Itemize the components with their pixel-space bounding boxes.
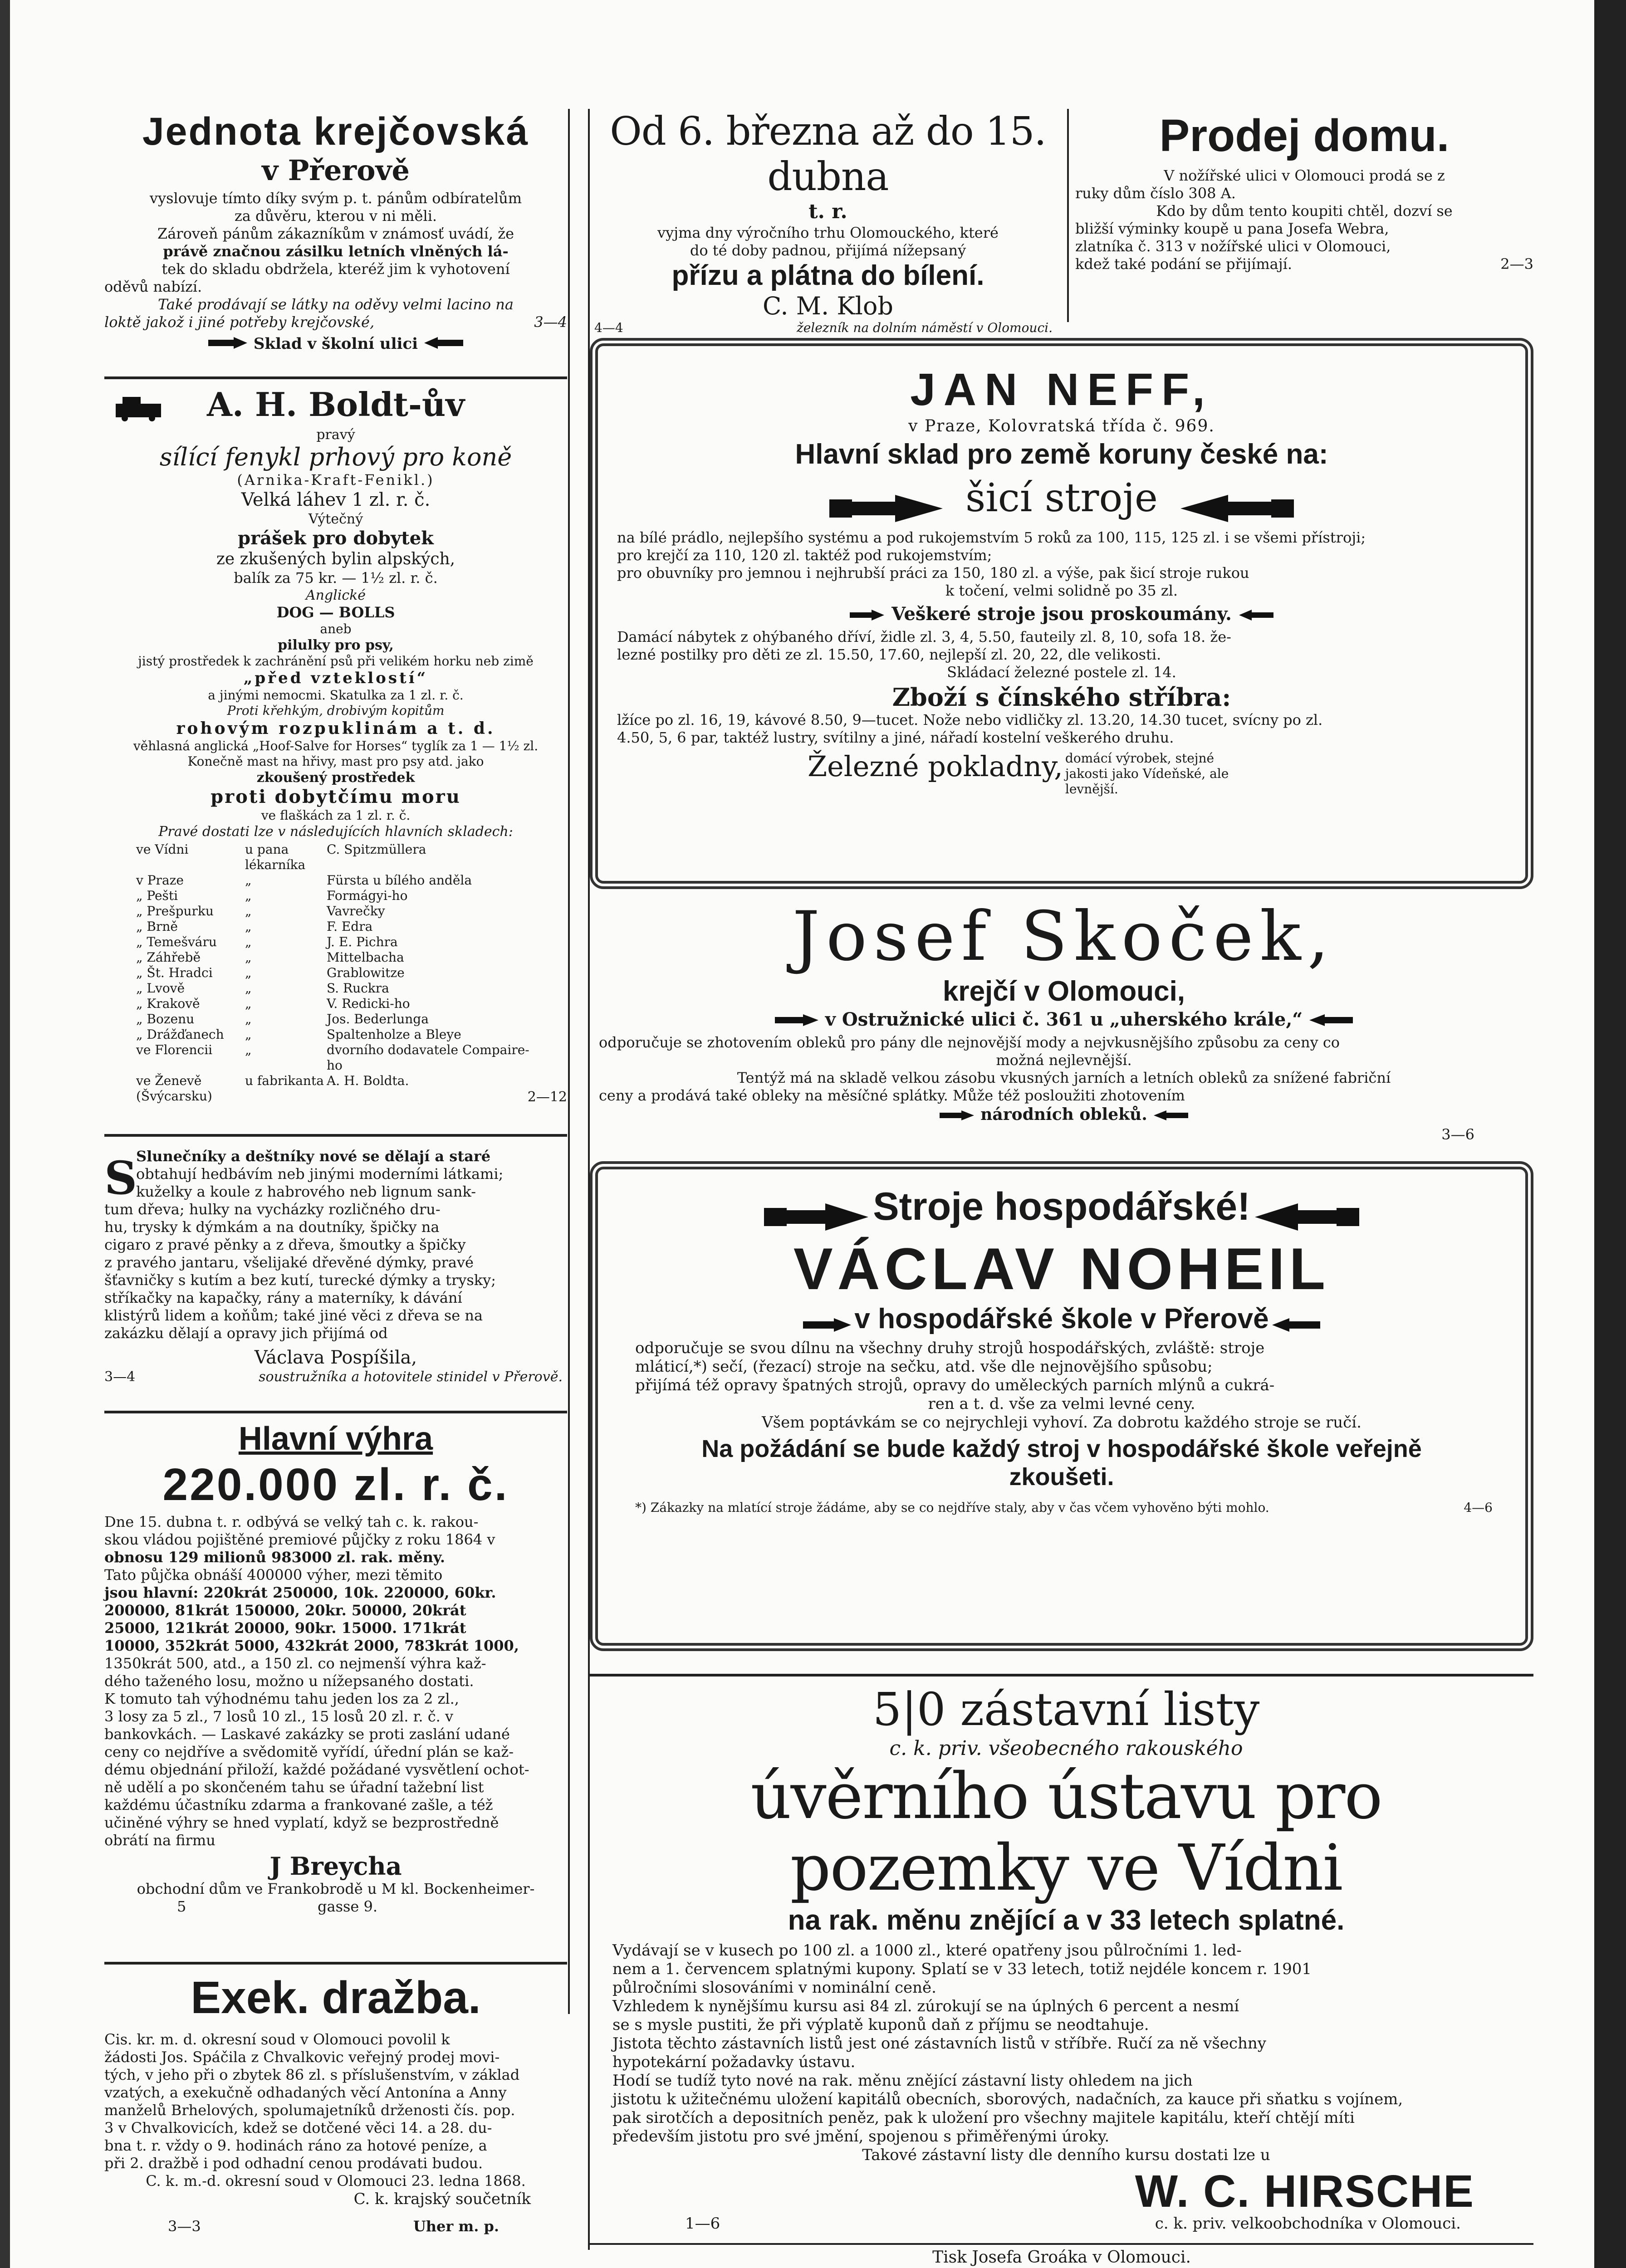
place-merchant: Vavrečky xyxy=(327,904,385,919)
place-city: ve Florencii xyxy=(136,1042,213,1057)
boldt-line: proti dobytčímu moru xyxy=(211,786,461,807)
pointing-hand-right-icon xyxy=(939,1106,975,1126)
od6-ad xyxy=(590,109,1066,335)
vyhra-address-2: gasse 9. xyxy=(318,1898,378,1915)
neff-furniture-line: Skládací železné postele zl. 14. xyxy=(947,663,1176,681)
place-city: „ Št. Hradci xyxy=(136,965,213,980)
place-prefix: „ xyxy=(245,904,252,919)
skocek-ad xyxy=(599,898,1529,1170)
place-row xyxy=(136,950,567,965)
place-merchant: Fürsta u bílého anděla xyxy=(327,873,472,888)
boldt-line: pilulky pro psy, xyxy=(278,637,394,653)
slunecniky-line: Slunečníky a deštníky nové se dělají a staré xyxy=(136,1148,491,1165)
neff-product: šicí stroje xyxy=(965,475,1158,521)
prodej-line: V nožířské ulici v Olomouci prodá se z xyxy=(1164,167,1445,184)
jednota-footer: Sklad v školní ulici xyxy=(253,335,418,353)
vyhra-line: jsou hlavní: 220krát 250000, 10k. 220000, 60kr. xyxy=(104,1584,496,1601)
place-city: v Praze xyxy=(136,873,184,888)
vyhra-line: Dne 15. dubna t. r. odbývá se velký tah c. k. rakou- xyxy=(104,1513,479,1530)
place-merchant: C. Spitzmüllera xyxy=(327,842,426,857)
exek-title: Exek. dražba. xyxy=(191,1972,481,2023)
jednota-line: Zároveň pánům zákazníkům v známosť uvádí, že xyxy=(157,225,514,242)
slunecniky-line: klistýrů lidem a koňům; také jiné věci z dřeva se na xyxy=(104,1307,483,1324)
vyhra-line: obnosu 129 milionů 983000 zl. rak. měny. xyxy=(104,1549,445,1566)
place-row xyxy=(136,919,567,934)
place-prefix: „ xyxy=(245,996,252,1011)
vyhra-title: Hlavní výhra xyxy=(238,1421,433,1457)
neff-safe: Železné pokladny, xyxy=(808,749,1063,783)
slunecniky-ad xyxy=(104,1148,567,1411)
jednota-line: tek do skladu obdržela, kteréž jim k vyhotovení xyxy=(162,260,510,278)
exek-line: žádosti Jos. Spáčila z Chvalkovic veřejný prodej movi- xyxy=(104,2048,500,2066)
jednota-subtitle: v Přerově xyxy=(262,154,410,187)
nohel-heading: Stroje hospodářské! xyxy=(873,1185,1250,1228)
jednota-line: za důvěru, kterou v ni měli. xyxy=(234,207,437,225)
exek-line: tých, v jeho při o zbytek 86 zl. s příslušenstvím, v základ xyxy=(104,2066,520,2083)
vyhra-line: učiněné výhry se hned vyplatí, když se bezprostředně xyxy=(104,1814,499,1831)
place-merchant: Mittelbacha xyxy=(327,950,404,965)
boldt-line: prášek pro dobytek xyxy=(238,528,434,549)
place-prefix: „ xyxy=(245,1027,252,1042)
place-city: „ Brně xyxy=(136,919,178,934)
place-row xyxy=(136,842,567,873)
vyhra-line: 1350krát 500, atd., a 150 zl. co nejmenší výhra kaž- xyxy=(104,1655,486,1672)
skocek-subtitle: krejčí v Olomouci, xyxy=(942,976,1185,1007)
slunecniky-line: tum dřeva; hulky na vycházky rozličného dru- xyxy=(104,1201,441,1218)
place-city: „ Záhřebě xyxy=(136,950,201,965)
place-row xyxy=(136,996,567,1012)
boldt-line: a jinými nemocmi. Skatulka za 1 zl. r. č. xyxy=(208,688,464,703)
place-prefix: „ xyxy=(245,919,252,934)
place-prefix: „ xyxy=(245,965,252,980)
slunecniky-name: Václava Pospíšila, xyxy=(254,1347,417,1368)
zastavni-heading-2: na rak. měnu znějící a v 33 letech splatné. xyxy=(788,1905,1345,1936)
place-merchant: Jos. Bederlunga xyxy=(327,1012,429,1026)
nohel-big: Na požádání se bude každý stroj v hospodářské škole veřejně xyxy=(701,1435,1422,1462)
prodej-number: 2—3 xyxy=(1500,255,1533,273)
prodej-title: Prodej domu. xyxy=(1159,110,1450,161)
place-prefix: „ xyxy=(245,1042,252,1057)
exek-judge: C. k. krajský součetník xyxy=(353,2190,531,2208)
vyhra-line: ně udělí a po skončeném tahu se úřadní tažební list xyxy=(104,1779,484,1796)
exek-signature: Uher m. p. xyxy=(413,2218,499,2235)
vyhra-line: 10000, 352krát 5000, 432krát 2000, 783krát 1000, xyxy=(104,1637,519,1654)
prodej-line: kdež také podání se přijímají. xyxy=(1075,255,1293,273)
place-prefix: „ xyxy=(245,981,252,996)
zastavni-firm-sub: c. k. priv. velkoobchodníka v Olomouci. xyxy=(1155,2214,1461,2233)
vyhra-line: 200000, 81krát 150000, 20kr. 50000, 20krát xyxy=(104,1602,466,1619)
column-rule-top-right xyxy=(1067,109,1069,322)
place-row xyxy=(136,1073,567,1104)
slunecniky-line: hu, trysky k dýmkám a na doutníky, špičky na xyxy=(104,1218,440,1236)
column-rule-left xyxy=(568,109,570,2014)
exek-number: 3—3 xyxy=(168,2218,201,2235)
skocek-line: ceny a prodává také obleky na měsíčné splátky. Může též posloužiti zhotovením xyxy=(599,1087,1185,1104)
skocek-number: 3—6 xyxy=(1441,1126,1474,1143)
place-city: „ Lvově xyxy=(136,981,185,996)
boldt-places xyxy=(136,842,567,1104)
place-prefix: „ xyxy=(245,950,252,965)
exek-line: bna t. r. vždy o 9. hodinách ráno za hotové peníze, a xyxy=(104,2137,487,2154)
neff-line: pro krejčí za 110, 120 zl. taktéž pod rukojemstvím; xyxy=(617,546,992,564)
neff-silver-line: 4.50, 5, 6 par, taktéž lustry, svítilny a jiné, nářadí kostelní veškerého druhu. xyxy=(617,728,1174,746)
pointing-hand-right-icon xyxy=(827,493,945,526)
neff-checked: Veškeré stroje jsou proskoumány. xyxy=(891,603,1232,625)
divider xyxy=(590,1674,1533,1677)
vyhra-line: každému účastníku zdarma a frankované zašle, a též xyxy=(104,1796,493,1813)
boldt-line: pravý xyxy=(316,427,355,443)
place-row xyxy=(136,1027,567,1042)
boldt-line: zkoušený prostředek xyxy=(256,770,415,786)
neff-address: v Praze, Kolovratská třída č. 969. xyxy=(908,417,1215,435)
place-merchant: J. E. Pichra xyxy=(327,934,398,949)
place-city: ve Ženevě (Švýcarsku) xyxy=(136,1073,212,1104)
boldt-line: věhlasná anglická „Hoof-Salve for Horses“ tyglík za 1 — 1½ zl. xyxy=(133,738,539,753)
boldt-line: sílící fenykl prhový pro koně xyxy=(159,443,512,471)
pointing-hand-right-icon xyxy=(207,336,248,354)
place-row xyxy=(136,873,567,888)
zastavni-line: půlročními slosováními v nominální ceně. xyxy=(612,1979,936,1997)
zastavni-number: 1—6 xyxy=(685,2214,720,2233)
place-city: „ Temešváru xyxy=(136,934,217,949)
nohel-school: v hospodářské škole v Přerově xyxy=(854,1303,1269,1334)
pointing-hand-right-icon xyxy=(762,1201,871,1235)
pointing-hand-left-icon xyxy=(423,336,464,354)
nohel-line: mláticí,*) sečí, (řezací) stroje na sečku, atd. vše dle nejnovějšího spůsobu; xyxy=(635,1357,1213,1376)
zastavni-line: Jistota těchto zástavních listů jest oné zástavních listů v stříbře. Ručí za ně všechny xyxy=(612,2034,1266,2053)
neff-furniture-line: lezné postilky pro děti ze zl. 15.50, 17.60, nejlepší zl. 20, 22, dle velikosti. xyxy=(617,645,1161,663)
slunecniky-line: cigaro z pravé pěnky a z dřeva, šmoutky a špičky xyxy=(104,1236,466,1253)
jednota-number: 3—4 xyxy=(534,313,567,331)
prodej-line: ruky dům číslo 308 A. xyxy=(1075,185,1236,202)
pointing-hand-left-icon xyxy=(1178,493,1296,526)
jednota-ad xyxy=(104,109,567,372)
divider xyxy=(590,2243,1533,2245)
od6-title: Od 6. března až do 15. dubna xyxy=(610,109,1046,200)
place-merchant: Grablowitze xyxy=(327,965,405,980)
jednota-line: Také prodávají se látky na oděvy velmi lacino na xyxy=(158,296,514,313)
place-city: „ Bozenu xyxy=(136,1012,195,1026)
neff-silver-line: lžíce po zl. 16, 19, kávové 8.50, 9—tucet. Nože nebo vidličky zl. 13.20, 14.30 tucet, svícny po zl. xyxy=(617,711,1323,728)
place-prefix: u fabrikanta xyxy=(245,1073,324,1088)
vyhra-line: bankovkách. — Laskavé zakázky se proti zaslání udané xyxy=(104,1725,510,1743)
place-row xyxy=(136,904,567,919)
exek-line: vzatých, a exekučně odhadaných věcí Antonína a Anny xyxy=(104,2084,507,2101)
jednota-title: Jednota krejčovská xyxy=(142,110,529,153)
pointing-hand-left-icon xyxy=(1238,605,1274,626)
vyhra-number: 5 xyxy=(177,1898,186,1915)
vyhra-line: Tato půjčka obnáší 400000 výher, mezi těmito xyxy=(104,1566,443,1584)
nohel-line: Všem poptávkám se co nejrychleji vyhoví. Za dobrotu každého stroje se ručí. xyxy=(762,1413,1362,1432)
slunecniky-line: kuželky a koule z habrového neb lignum sank- xyxy=(136,1183,476,1200)
boldt-line: DOG — BOLLS xyxy=(276,604,395,621)
prodej-line: bližší výminky koupě u pana Josefa Webra, xyxy=(1075,220,1389,237)
zastavni-line: jistotu k užitečnému uložení kapitálů obecních, sborových, nadačních, za kauce při sňatku s vojínem, xyxy=(612,2090,1403,2108)
jednota-line: oděvů nabízí. xyxy=(104,278,202,295)
zastavni-line: Vydávají se v kusech po 100 zl. a 1000 zl., které opatřeny jsou půlročními 1. led- xyxy=(612,1941,1242,1960)
boldt-number: 2—12 xyxy=(527,1089,567,1105)
skocek-line: Tentýž má na skladě velkou zásobu vkusných jarních a letních obleků za snížené fabriční xyxy=(737,1069,1391,1086)
vyhra-address: obchodní dům ve Frankobrodě u M kl. Bockenheimer- xyxy=(137,1880,535,1897)
place-city: ve Vídni xyxy=(136,842,189,857)
boldt-line: balík za 75 kr. — 1½ zl. r. č. xyxy=(234,569,438,587)
vyhra-line: ceny co nejdříve a svědomitě vyřídí, úřední plán se kaž- xyxy=(104,1743,514,1760)
zastavni-line: Hodí se tudíž tyto nové na rak. měnu znějící zástavní listy ohledem na jich xyxy=(612,2072,1193,2090)
place-merchant: F. Edra xyxy=(327,919,373,934)
skocek-address: v Ostružnické ulici č. 361 u „uherského krále,“ xyxy=(825,1009,1303,1030)
nohel-name: VÁCLAV NOHEIL xyxy=(793,1235,1330,1302)
place-city: „ Krakově xyxy=(136,996,200,1011)
place-row xyxy=(136,965,567,981)
od6-signature: železník na dolním náměstí v Olomouci. xyxy=(796,320,1053,335)
jednota-line: loktě jakož i jiné potřeby krejčovské, xyxy=(104,313,375,331)
boldt-line: ze zkušených bylin alpských, xyxy=(216,550,455,568)
place-row xyxy=(136,1012,567,1027)
left-page-edge xyxy=(0,0,10,2268)
prodej-line: Kdo by dům tento koupiti chtěl, dozví se xyxy=(1156,202,1453,220)
boldt-line: Anglické xyxy=(305,587,366,603)
zastavni-firm: W. C. HIRSCHE xyxy=(1135,2166,1474,2217)
nohel-number: 4—6 xyxy=(1464,1500,1493,1515)
boldt-line: Proti křehkým, drobivým kopitům xyxy=(227,703,445,718)
od6-sub: t. r. xyxy=(808,200,847,223)
neff-title: JAN NEFF, xyxy=(910,364,1213,415)
zastavni-sub: c. k. priv. všeobecného rakouského xyxy=(889,1737,1243,1760)
boldt-ad xyxy=(104,386,567,1129)
nohel-line: odporučuje se svou dílnu na všechny druhy strojů hospodářských, zvláště: stroje xyxy=(635,1339,1265,1357)
place-merchant: Spaltenholze a Bleye xyxy=(327,1027,461,1042)
printer-footer: Tisk Josefa Groáka v Olomouci. xyxy=(932,2248,1191,2267)
slunecniky-signature: soustružníka a hotovitele stinidel v Přerově. xyxy=(259,1369,563,1385)
boldt-line: Pravé dostati lze v následujících hlavních skladech: xyxy=(158,824,513,840)
od6-name: C. M. Klob xyxy=(762,292,894,320)
neff-ad xyxy=(617,363,1506,871)
horse-icon xyxy=(113,390,163,424)
skocek-title: Josef Skoček, xyxy=(792,897,1336,976)
divider xyxy=(104,1962,567,1965)
slunecniky-line: šťavničky s kutím a bez kutí, turecké dýmky a trysky; xyxy=(104,1271,496,1289)
place-merchant: A. H. Boldta. xyxy=(327,1073,409,1088)
place-prefix: u pana lékarníka xyxy=(245,842,306,872)
boldt-line: aneb xyxy=(320,621,352,636)
exek-line: 3 v Chvalkovicích, kdež se dotčené věci 14. a 28. du- xyxy=(104,2119,492,2136)
od6-number: 4—4 xyxy=(594,320,623,335)
vyhra-line: 25000, 121krát 20000, 90kr. 15000. 171krát xyxy=(104,1619,466,1637)
zastavni-line: Vzhledem k nynějšímu kursu asi 84 zl. zúrokují se na úplných 6 percent a nesmí xyxy=(612,1997,1239,2015)
nohel-note: *) Zákazky na mlatící stroje žádáme, aby se co nejdříve staly, aby v čas včem vyhověno býti mohlo. xyxy=(635,1500,1269,1515)
exek-line: při 2. dražbě i pod odhadní cenou prodávati budou. xyxy=(104,2155,483,2172)
place-row xyxy=(136,888,567,904)
vyhra-line: dého taženého losu, možno u nížepsaného dostati. xyxy=(104,1672,474,1690)
place-prefix: „ xyxy=(245,934,252,949)
od6-line: do té doby padnou, přijímá nížepsaný xyxy=(690,242,966,259)
boldt-line: „před vzteklostí“ xyxy=(243,669,428,687)
pointing-hand-right-icon xyxy=(802,1317,852,1334)
skocek-national: národních obleků. xyxy=(980,1105,1147,1124)
neff-silver: Zboží s čínského stříbra: xyxy=(892,682,1231,712)
place-city: „ Prešpurku xyxy=(136,904,214,919)
nohel-big-2: zkoušeti. xyxy=(1009,1463,1114,1491)
place-row xyxy=(136,1042,567,1073)
vyhra-line: skou vládou pojištěné premiové půjčky z roku 1864 v xyxy=(104,1531,495,1548)
prodej-ad xyxy=(1075,109,1533,322)
od6-big: přízu a plátna do bílení. xyxy=(671,260,984,291)
slunecniky-line: z pravého jantaru, všelijaké dřevěné dýmky, pravé xyxy=(104,1254,474,1271)
slunecniky-line: obtahují hedbávím neb jinými moderními látkami; xyxy=(136,1165,504,1183)
place-prefix: „ xyxy=(245,873,252,888)
pointing-hand-left-icon xyxy=(1271,1317,1321,1334)
boldt-title: A. H. Boldt-ův xyxy=(206,385,465,424)
place-merchant: Formágyi-ho xyxy=(327,888,408,903)
slunecniky-number: 3—4 xyxy=(104,1369,136,1385)
pointing-hand-right-icon xyxy=(774,1010,819,1032)
initial-S-icon: S xyxy=(104,1151,137,1205)
pointing-hand-left-icon xyxy=(1308,1010,1354,1032)
neff-line: na bílé prádlo, nejlepšího systému a pod rukojemstvím 5 roků za 100, 115, 125 zl. i se všemi přístroji; xyxy=(617,528,1366,546)
vyhra-firm: J Breycha xyxy=(269,1852,402,1881)
zastavni-heading: úvěrního ústavu pro pozemky ve Vídni xyxy=(750,1760,1382,1905)
boldt-line: jistý prostředek k zachránění psů při velikém horku neb zimě xyxy=(138,654,534,669)
place-city: „ Drážďanech xyxy=(136,1027,224,1042)
zastavni-title: 5|0 zástavní listy xyxy=(872,1683,1260,1736)
boldt-line: (Arnika-Kraft-Fenikl.) xyxy=(237,471,435,489)
neff-heading: Hlavní sklad pro země koruny české na: xyxy=(795,439,1328,470)
neff-line: k točení, velmi solidně po 35 zl. xyxy=(945,582,1178,599)
boldt-line: Výtečný xyxy=(308,511,363,527)
skocek-line: odporučuje se zhotovením obleků pro pány dle nejnovější mody a nejvkusnějšího způsobu za ceny co xyxy=(599,1034,1340,1051)
neff-line: pro obuvníky pro jemnou i nejhrubší práci za 150, 180 zl. a výše, pak šicí stroje rukou xyxy=(617,564,1249,582)
skocek-line: možná nejlevnější. xyxy=(996,1051,1132,1069)
pointing-hand-left-icon xyxy=(1153,1106,1189,1126)
jednota-line: vyslovuje tímto díky svým p. t. pánům odbíratelům xyxy=(149,190,522,207)
place-merchant: S. Ruckra xyxy=(327,981,389,996)
exek-line: Cis. kr. m. d. okresní soud v Olomouci povolil k xyxy=(104,2031,450,2048)
place-merchant: dvorního dodavatele Compaire-ho xyxy=(327,1042,529,1073)
zastavni-line: především jistotu pro své jmění, spojenou s přiměřenými úroky. xyxy=(612,2127,1110,2146)
prodej-line: zlatníka č. 313 v nožířské ulici v Olomouci, xyxy=(1075,238,1391,255)
pointing-hand-right-icon xyxy=(849,605,885,626)
place-merchant: V. Redicki-ho xyxy=(327,996,410,1011)
neff-safe-note: domácí výrobek, stejné jakosti jako Vídeňské, ale levnější. xyxy=(1065,751,1229,797)
neff-furniture-line: Damácí nábytek z ohýbaného dříví, židle zl. 3, 4, 5.50, fauteily zl. 8, 10, sofa 18. že- xyxy=(617,628,1231,645)
zastavni-ad xyxy=(603,1683,1529,2245)
exek-line: manželů Brhelových, spolumajetníků drženosti čís. pop. xyxy=(104,2102,515,2119)
right-page-edge xyxy=(1594,0,1626,2268)
place-prefix: „ xyxy=(245,1012,252,1026)
vyhra-line: K tomuto tah výhodnému tahu jeden los za 2 zl., xyxy=(104,1690,459,1707)
place-row xyxy=(136,981,567,996)
jednota-line: právě značnou zásilku letních vlněných lá- xyxy=(163,243,509,260)
divider xyxy=(104,1411,567,1413)
zastavni-line: se s mysle pustiti, že při výplatě kuponů daň z příjmu se neodtahuje. xyxy=(612,2016,1149,2034)
vyhra-line: 3 losy za 5 zl., 7 losů 10 zl., 15 losů 20 zl. r. č. v xyxy=(104,1708,454,1725)
vyhra-line: obrátí na firmu xyxy=(104,1832,215,1849)
nohel-line: ren a t. d. vše za velmi levné ceny. xyxy=(928,1394,1195,1413)
zastavni-line: Takové zástavní listy dle denního kursu dostati lze u xyxy=(862,2146,1270,2164)
slunecniky-line: zakázku dělají a opravy jich přijímá od xyxy=(104,1325,388,1342)
place-city: „ Pešti xyxy=(136,888,178,903)
boldt-line: Velká láhev 1 zl. r. č. xyxy=(241,489,431,510)
slunecniky-line: stříkačky na kapačky, rány a materníky, k dávání xyxy=(104,1289,462,1306)
vyhra-ad xyxy=(104,1420,567,1955)
divider xyxy=(104,1134,567,1137)
zastavni-line: nem a 1. červencem splatnými kupony. Splatí se v 33 letech, totiž nejdéle koncem r. 1901 xyxy=(612,1960,1312,1978)
boldt-line: Konečně mast na hřivy, mast pro psy atd. jako xyxy=(187,754,484,769)
boldt-line: rohovým rozpuklinám a t. d. xyxy=(176,719,495,738)
place-prefix: „ xyxy=(245,888,252,903)
place-row xyxy=(136,934,567,950)
nohel-line: přijímá též opravy špatných strojů, opravy do uměleckých parních mlýnů a cukrá- xyxy=(635,1376,1275,1394)
vyhra-line: dému objednání přiloží, každé požádané vysvětlení ochot- xyxy=(104,1761,529,1778)
nohel-ad xyxy=(617,1184,1506,1633)
exek-line: C. k. m.-d. okresní soud v Olomouci 23. ledna 1868. xyxy=(146,2172,526,2190)
boldt-line: ve flaškách za 1 zl. r. č. xyxy=(261,808,411,823)
exek-ad xyxy=(104,1971,567,2243)
vyhra-amount: 220.000 zl. r. č. xyxy=(162,1459,509,1510)
zastavni-line: pak sirotčích a depositních peněz, pak k uložení pro všechny majitele kapitálu, kteří chtějí míti xyxy=(612,2109,1355,2127)
zastavni-line: hypotekární požadavky ústavu. xyxy=(612,2053,856,2071)
divider xyxy=(104,376,567,379)
od6-line: vyjma dny výročního trhu Olomouckého, které xyxy=(657,224,999,241)
pointing-hand-left-icon xyxy=(1253,1201,1362,1235)
